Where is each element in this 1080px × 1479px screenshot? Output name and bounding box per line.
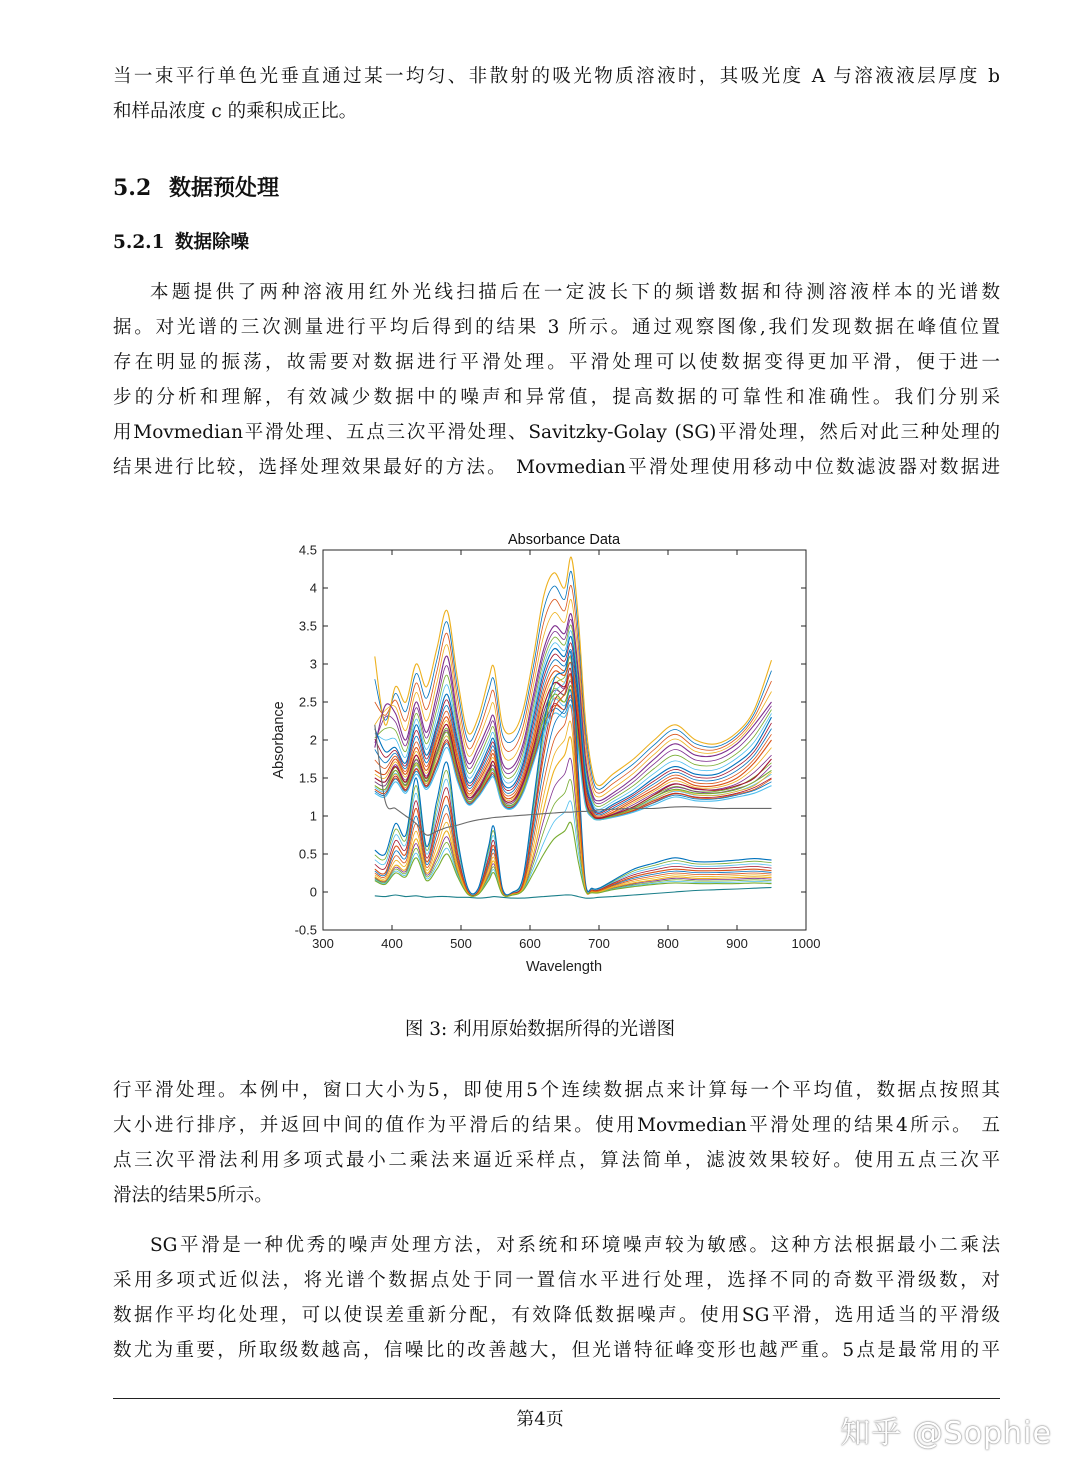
text-line: 点三次平滑法利用多项式最小二乘法来逼近采样点，算法简单，滤波效果较好。使用五点三次平 [113,1150,1000,1171]
y-tick-label: 4.5 [298,542,317,558]
text-line: 大小进行排序，并返回中间的值作为平滑后的结果。使用Movmedian平滑处理的结果4所示。 五 [113,1115,1000,1136]
x-tick-label: 900 [726,936,748,951]
subsection-heading [113,228,249,254]
text-line: 滑法的结果5所示。 [113,1185,273,1206]
absorbance-chart [262,522,832,992]
text-line: 采用多项式近似法，将光谱个数据点处于同一置信水平进行处理，选择不同的奇数平滑级数，对 [113,1270,1000,1291]
page-number: 第4页 [516,1409,564,1430]
y-tick-label: 1.5 [298,770,317,786]
section-number: 5.2 [113,175,152,201]
watermark: 知乎 @Sophie [840,1416,1052,1451]
text-line: SG平滑是一种优秀的噪声处理方法，对系统和环境噪声较为敏感。这种方法根据最小二乘法 [150,1235,1000,1256]
series-line [375,887,772,898]
y-tick-label: 0.5 [298,846,317,862]
x-tick-label: 700 [588,936,610,951]
y-tick-label: 2 [309,732,317,748]
y-axis-label: Absorbance [271,701,287,779]
footer-rule [113,1398,1000,1399]
text-line: 本题提供了两种溶液用红外光线扫描后在一定波长下的频谱数据和待测溶液样本的光谱数 [150,282,1000,303]
x-axis-label: Wavelength [525,959,603,975]
chart-title: Absorbance Data [507,532,621,548]
subsection-title: 数据除噪 [175,232,250,253]
text-line: 当一束平行单色光垂直通过某一均匀、非散射的吸光物质溶液时，其吸光度 A 与溶液液层厚度 b [113,66,1000,87]
text-line: 据。对光谱的三次测量进行平均后得到的结果 3 所示。通过观察图像,我们发现数据在峰值位置 [113,317,1000,338]
y-tick-label: 0 [309,884,317,900]
text-line: 步的分析和理解，有效减少数据中的噪声和异常值，提高数据的可靠性和准确性。我们分别采 [113,387,1000,408]
body-paragraph-2 [113,1073,1000,1213]
y-tick-label: 2.5 [298,694,317,710]
text-line: 数据作平均化处理，可以使误差重新分配，有效降低数据噪声。使用SG平滑，选用适当的平滑级 [113,1305,1000,1326]
x-tick-label: 800 [657,936,679,951]
section-heading [113,171,279,202]
y-tick-label: -0.5 [294,922,317,938]
text-line: 数尤为重要，所取级数越高，信噪比的改善越大，但光谱特征峰变形也越严重。5点是最常用的平 [113,1340,1000,1361]
text-line: 存在明显的振荡，故需要对数据进行平滑处理。平滑处理可以使数据变得更加平滑，便于进一 [113,352,1000,373]
x-tick-label: 300 [312,936,334,951]
figure-caption: 图 3: 利用原始数据所得的光谱图 [404,1019,676,1040]
x-tick-label: 400 [381,936,403,951]
x-tick-label: 1000 [791,936,821,951]
body-paragraph-3 [113,1228,1000,1368]
section-title: 数据预处理 [169,176,280,201]
y-tick-label: 3 [309,656,317,672]
text-line: 和样品浓度 c 的乘积成正比。 [113,101,358,122]
plot-lines [375,557,772,898]
y-tick-label: 3.5 [298,618,317,634]
y-tick-label: 1 [309,808,317,824]
y-tick-label: 4 [309,580,317,596]
subsection-number: 5.2.1 [113,232,165,253]
x-tick-label: 500 [450,936,472,951]
intro-paragraph [113,59,1000,129]
x-tick-label: 600 [519,936,541,951]
body-paragraph-1 [113,275,1000,485]
text-line: 结果进行比较，选择处理效果最好的方法。 Movmedian平滑处理使用移动中位数滤波器对数据进 [113,457,1000,478]
text-line: 用Movmedian平滑处理、五点三次平滑处理、Savitzky-Golay (SG)平滑处理，然后对此三种处理的 [113,422,1000,443]
text-line: 行平滑处理。本例中，窗口大小为5，即使用5个连续数据点来计算每一个平均值，数据点按照其 [113,1080,1000,1101]
